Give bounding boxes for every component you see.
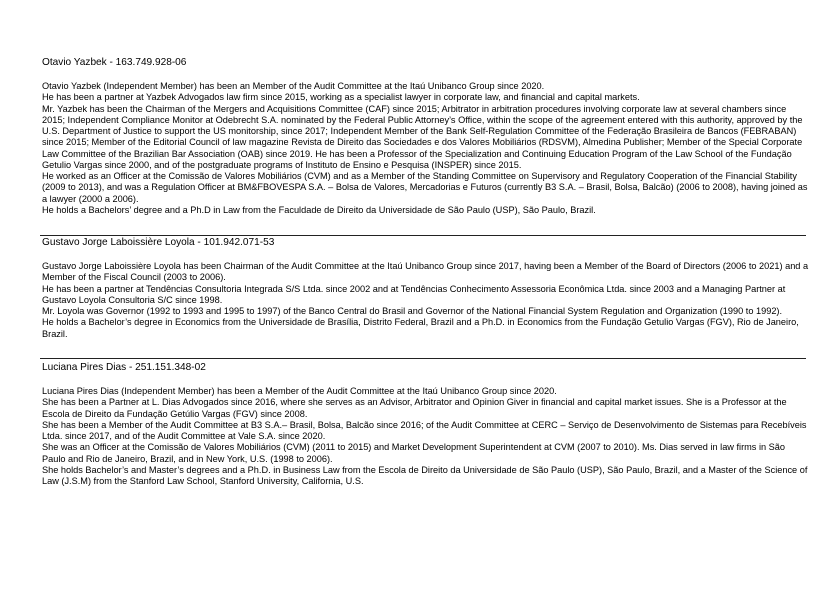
member-section-yazbek [42, 57, 810, 216]
section-divider [40, 358, 806, 359]
member-biography [42, 261, 810, 340]
member-name-header: Luciana Pires Dias - 251.151.348-02 [42, 362, 206, 373]
bio-paragraph: She was an Officer at the Comissão de Valores Mobiliários (CVM) (2011 to 2015) and Market Development Superintendent at CVM (2007 to 2010). Ms. Dias served in law firms in São Paulo and Rio de Janeiro, Brazil, and in New York, U.S. (1998 to 2006). [42, 442, 786, 464]
bio-paragraph: Mr. Yazbek has been the Chairman of the Mergers and Acquisitions Committee (CAF) since 2015; Arbitrator in arbitration procedures involving corporate law at several chambers since 2015; Independent Compliance Monitor at Odebrecht S.A. nominated by the Federal Public Attorney’s Office, within the scope of the agreement entered with this authority, approved by the U.S. Department of Justice to support the US monitorship, since 2017; Independent Member of the Bank Self-Regulation Committee of the Federação Brasileira de Bancos (FEBRABAN) since 2015; Member of the Editorial Council of law magazine Revista de Direito das Sociedades e dos Valores Mobiliários (RDSVM), Almedina Publisher; Member of the Special Corporate Law Committee of the Brazilian Bar Association (OAB) since 2019. He has been a Professor of the Specialization and Continuing Education Program of the Law School of the Fundação Getulio Vargas since 2000, and of the postgraduate programs of Instituto de Ensino e Pesquisa (INSPER) since 2015. [42, 103, 803, 170]
member-biography [42, 386, 810, 487]
bio-paragraph: Otavio Yazbek (Independent Member) has been an Member of the Audit Committee at the Itaú Unibanco Group since 2020. [42, 81, 545, 91]
bio-paragraph: She holds Bachelor’s and Master’s degrees and a Ph.D. in Business Law from the Escola de Direito da Universidade de São Paulo (USP), São Paulo, Brazil, and a Master of the Science of Law (J.S.M) from the Stanford Law School, Stanford University, California, U.S. [42, 464, 808, 486]
bio-paragraph: She has been a Member of the Audit Committee at B3 S.A.– Brasil, Bolsa, Balcão since 2016; of the Audit Committee at CERC – Serviço de Desenvolvimento de Sistemas para Recebíveis Ltda. since 2017, and of the Audit Committee at Vale S.A. since 2020. [42, 419, 807, 441]
bio-paragraph: He has been a partner at Tendências Consultoria Integrada S/S Ltda. since 2002 and at Tendências Conhecimento Assessoria Econômica Ltda. since 2003 and a Managing Partner at Gustavo Loyola Consultoria S/C since 1998. [42, 283, 786, 305]
member-section-loyola [42, 237, 810, 340]
bio-paragraph: He holds a Bachelors’ degree and a Ph.D in Law from the Faculdade de Direito da Universidade de São Paulo (USP), São Paulo, Brazil. [42, 204, 596, 215]
bio-paragraph: He worked as an Officer at the Comissão de Valores Mobiliários (CVM) and as a Member of the Standing Committee on Supervisory and Regulatory Cooperation of the Financial Stability (2009 to 2013), and was a Regulation Officer at BM&FBOVESPA S.A. – Bolsa de Valores, Mercadorias e Futuros (currently B3 S.A. – Brasil, Bolsa, Balcão) (2006 to 2008), having joined as a lawyer (2000 a 2006). [42, 171, 808, 204]
bio-paragraph: Gustavo Jorge Laboissière Loyola has been Chairman of the Audit Committee at the Itaú Unibanco Group since 2017, having been a Member of the Board of Directors (2006 to 2021) and a Member of the Fiscal Council (2003 to 2006). [42, 261, 809, 283]
bio-paragraph: He has been a partner at Yazbek Advogados law firm since 2015, working as a specialist lawyer in corporate law, and financial and capital markets. [42, 92, 640, 103]
bio-paragraph: Luciana Pires Dias (Independent Member) has been a Member of the Audit Committee at the Itaú Unibanco Group since 2020. [42, 386, 557, 396]
member-name-header: Otavio Yazbek - 163.749.928-06 [42, 57, 187, 68]
bio-paragraph: Mr. Loyola was Governor (1992 to 1993 and 1995 to 1997) of the Banco Central do Brasil and Governor of the National Financial System Regulation and Organization (1990 to 1992). [42, 306, 783, 316]
bio-paragraph: He holds a Bachelor’s degree in Economics from the Universidade de Brasília, Distrito Federal, Brazil and a Ph.D. in Economics from the Fundação Getulio Vargas (FGV), Rio de Janeiro, Brazil. [42, 317, 799, 339]
member-section-dias [42, 362, 810, 487]
member-name-header: Gustavo Jorge Laboissière Loyola - 101.942.071-53 [42, 237, 275, 248]
section-divider [40, 235, 806, 236]
member-biography [42, 81, 810, 216]
bio-paragraph: She has been a Partner at L. Dias Advogados since 2016, where she serves as an Advisor, Arbitrator and Opinion Giver in financial and capital market issues. She is a Professor at the Escola de Direito da Fundação Getúlio Vargas (FGV) since 2008. [42, 397, 787, 419]
